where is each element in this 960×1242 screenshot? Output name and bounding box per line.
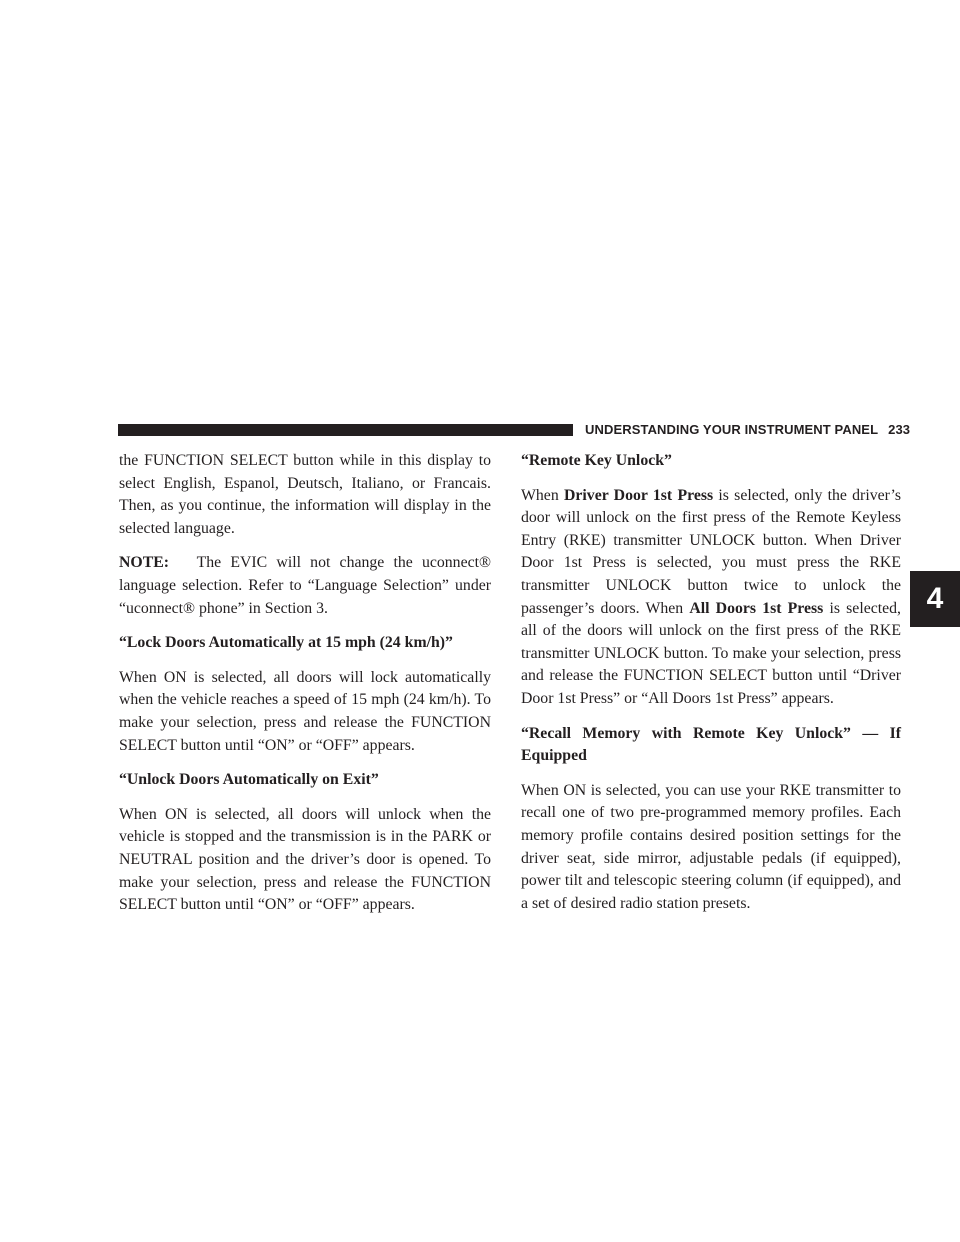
chapter-tab: 4 <box>910 571 960 627</box>
running-header <box>585 422 910 437</box>
option-driver-door: Driver Door 1st Press <box>563 486 714 504</box>
heading-lock-doors: “Lock Doors Automatically at 15 mph (24 km/h)” <box>119 634 453 652</box>
page-number: 233 <box>888 422 911 437</box>
section-title: UNDERSTANDING YOUR INSTRUMENT PANEL <box>585 422 879 437</box>
paragraph-remote-key-unlock <box>521 485 901 711</box>
left-column <box>119 450 491 929</box>
paragraph-unlock-doors: When ON is selected, all doors will unlock when the vehicle is stopped and the transmission is in the PARK or NEUTRAL position and the driver’s door is opened. To make your selection, press and release the FUNCTION SELECT button until “ON” or “OFF” appears. <box>119 805 491 914</box>
note-paragraph <box>119 552 491 620</box>
text-run: When <box>521 486 564 504</box>
option-all-doors: All Doors 1st Press <box>689 599 824 617</box>
right-column <box>521 450 901 915</box>
paragraph-recall-memory: When ON is selected, you can use your RKE transmitter to recall one of two pre-programmed memory profiles. Each memory profile contains desired position settings for the driver seat, side mirror, adjustable pedals (if equipped), power tilt and telescopic steering column (if equipped), and a set of desired radio station presets. <box>521 781 901 912</box>
note-text: The EVIC will not change the uconnect® language selection. Refer to “Language Selection” under “uconnect® phone” in Section 3. <box>119 554 491 617</box>
note-label: NOTE: <box>119 554 170 572</box>
heading-unlock-doors: “Unlock Doors Automatically on Exit” <box>119 771 379 789</box>
paragraph-lock-doors: When ON is selected, all doors will lock automatically when the vehicle reaches a speed of 15 mph (24 km/h). To make your selection, press and release the FUNCTION SELECT button until “ON” or “OFF” appears. <box>119 668 491 754</box>
header-rule <box>118 424 573 436</box>
text-run: is selected, all of the doors will unlock on the first press of the RKE transmitter UNLOCK button. To make your selection, press and release the FUNCTION SELECT button until “Driver Door 1st Press” or “All Doors 1st Press” appears. <box>521 599 901 707</box>
text-run: is selected, only the driver’s door will unlock on the first press of the Remote Keyless Entry (RKE) transmitter UNLOCK button. When Driver Door 1st Press is selected, you must press the RKE transmitter UNLOCK button twice to unlock the passenger’s doors. When <box>521 486 901 617</box>
heading-remote-key-unlock: “Remote Key Unlock” <box>521 452 672 469</box>
paragraph-language: the FUNCTION SELECT button while in this display to select English, Espanol, Deutsch, Italiano, or Francais. Then, as you continue, the information will display in the selected language. <box>119 452 491 537</box>
heading-recall-memory: “Recall Memory with Remote Key Unlock” — If Equipped <box>521 724 901 765</box>
